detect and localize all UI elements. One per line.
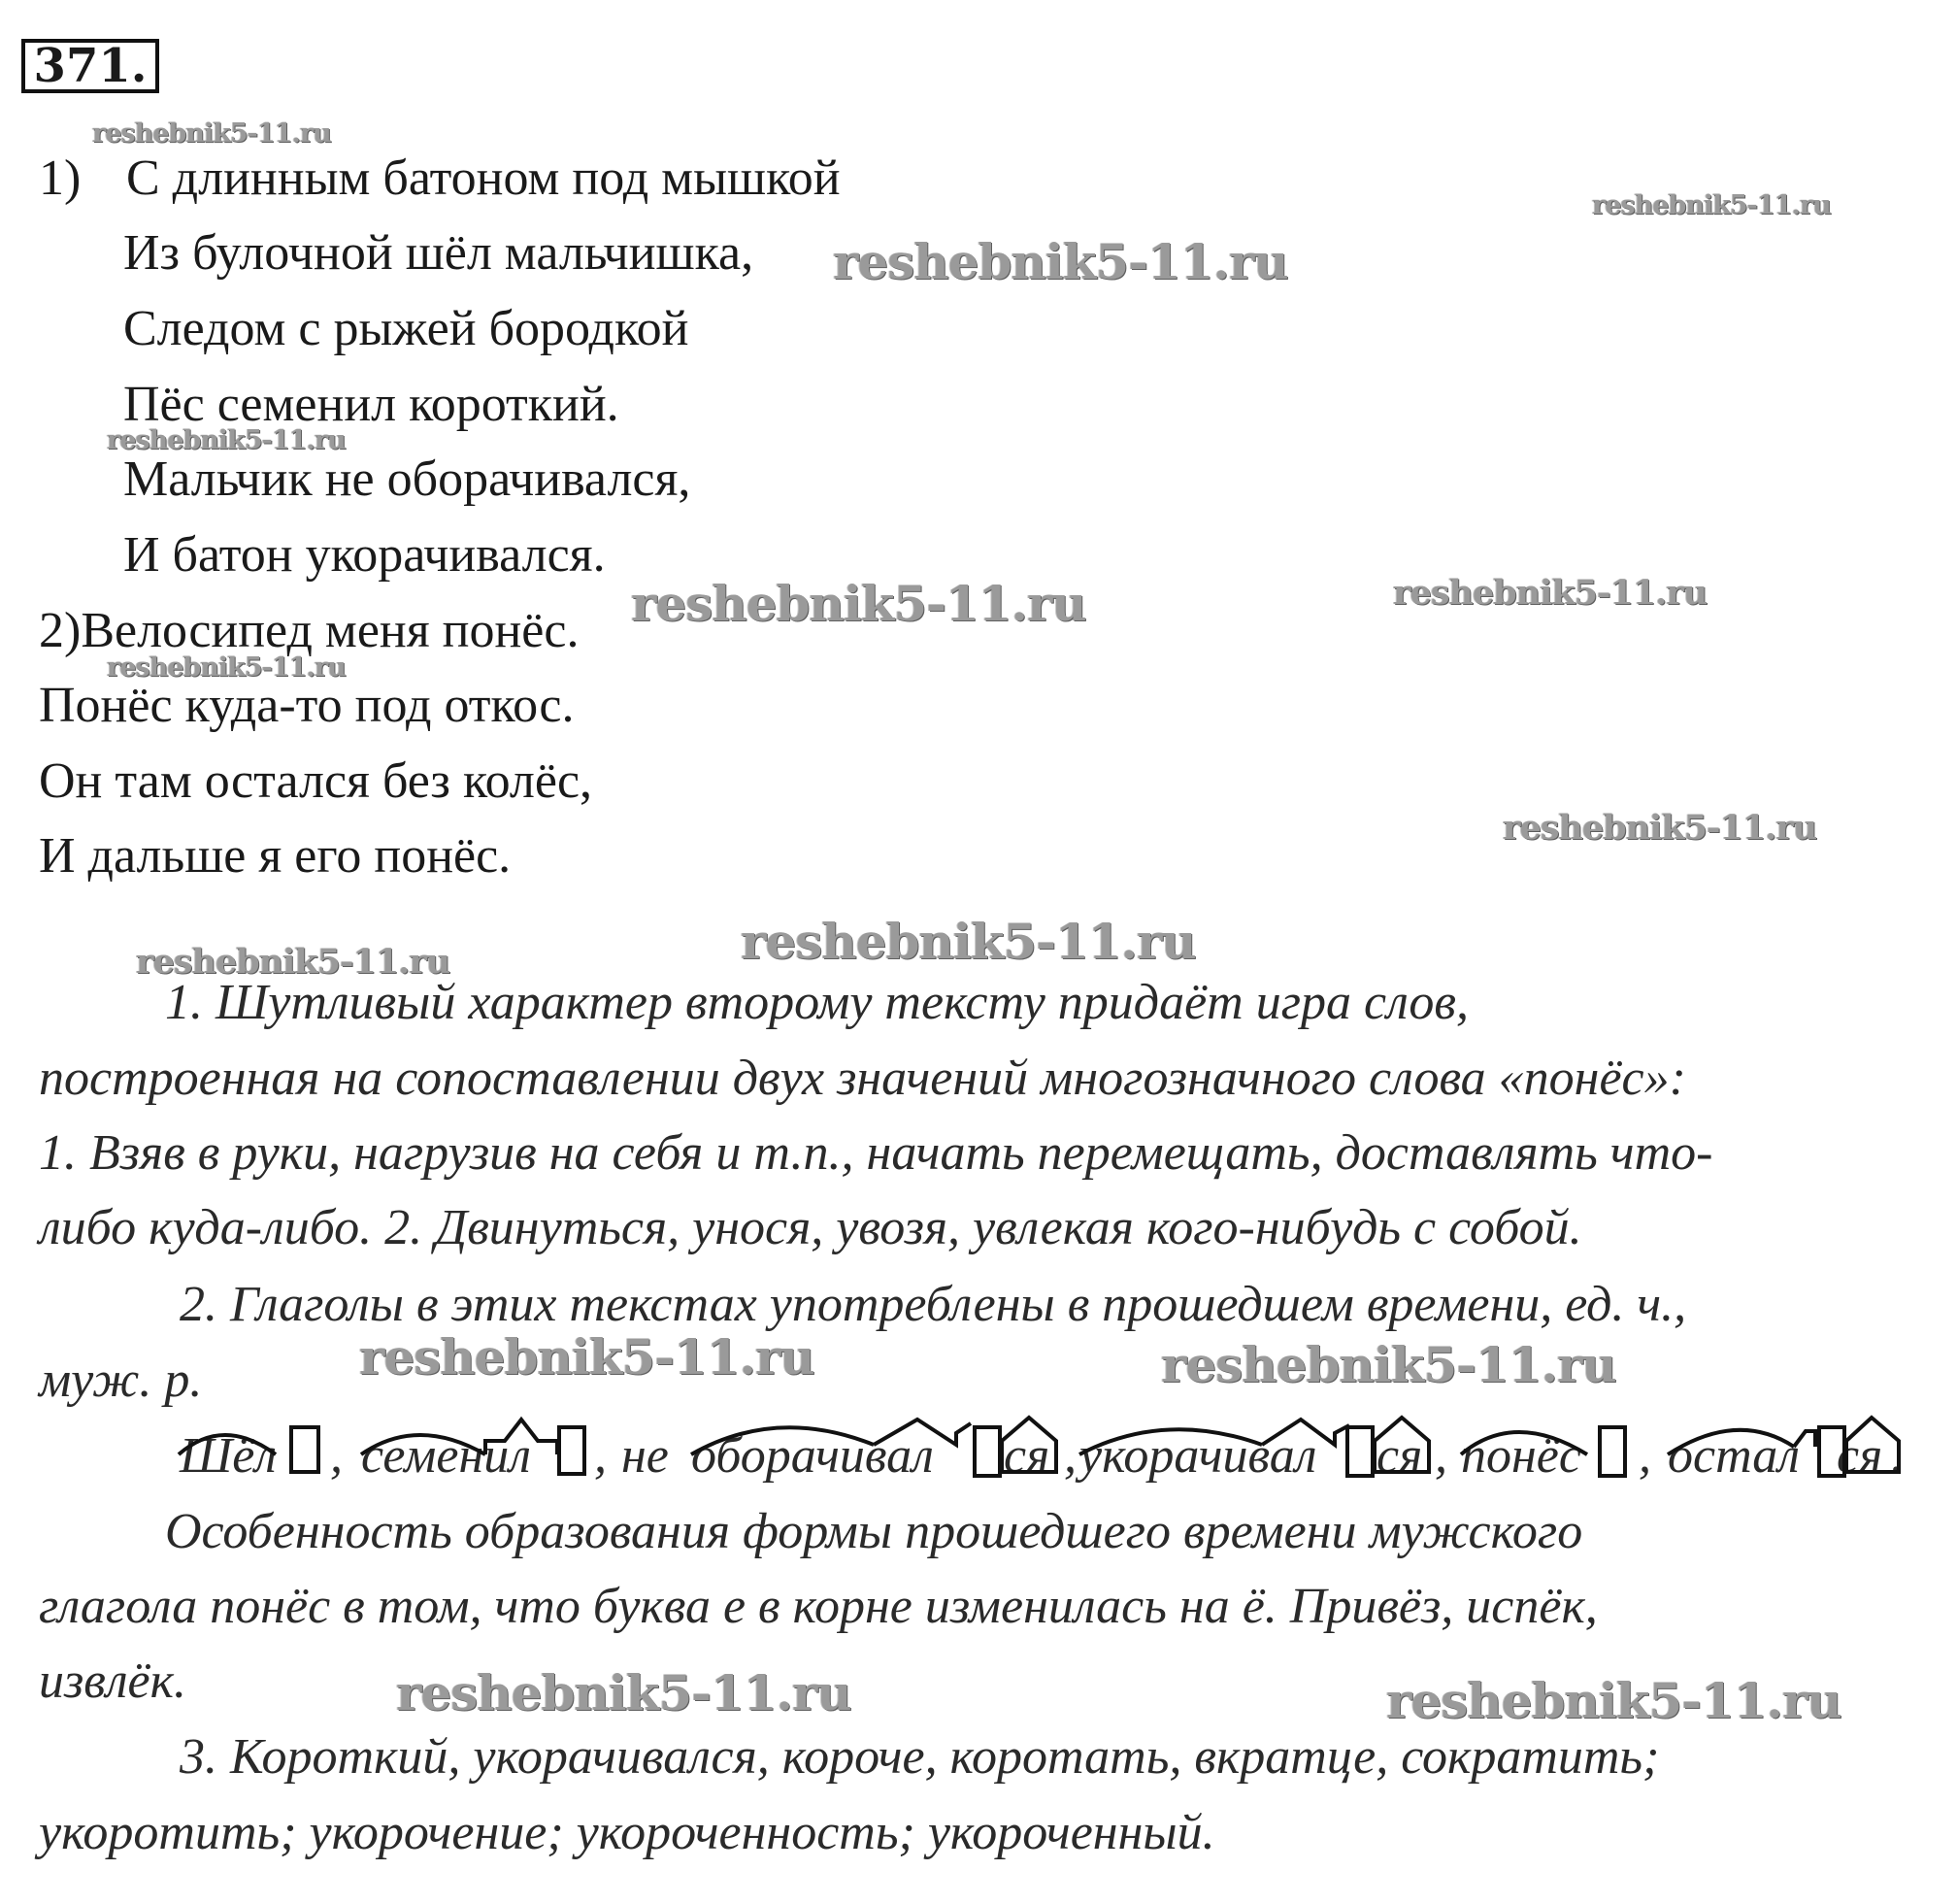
poem2-line: И дальше я его понёс. — [39, 828, 512, 884]
ending-box-shel — [291, 1427, 318, 1472]
watermark-text: reshebnik5-11.ru — [741, 913, 1196, 970]
watermark-text: reshebnik5-11.ru — [1592, 190, 1831, 220]
word-ostal: остал — [1668, 1428, 1800, 1484]
poem1-marker: 1) — [39, 150, 82, 206]
sentence-end: . — [1891, 1428, 1904, 1484]
watermark-text: reshebnik5-11.ru — [1386, 1672, 1841, 1729]
word-separator: , — [594, 1428, 607, 1484]
suffix-roof-semenil — [485, 1420, 557, 1454]
postfix-sya: ся — [1837, 1428, 1883, 1484]
poem1-line: Мальчик не оборачивался, — [123, 451, 691, 507]
word-shel: Шёл — [180, 1428, 277, 1484]
root-arc-semenil — [361, 1435, 485, 1454]
word-separator: , — [330, 1428, 343, 1484]
postfix-sya: ся — [1004, 1428, 1050, 1484]
answer-line: 2. Глаголы в этих текстах употреблены в прошедшем времени, ед. ч., — [180, 1277, 1687, 1332]
postfix-roof-oborachival — [1002, 1418, 1056, 1472]
word-ukorachival: укорачивал — [1079, 1428, 1317, 1484]
answer-line: построенная на сопоставлении двух значений многозначного слова «понёс»: — [39, 1051, 1686, 1106]
ending-box-ostal — [1819, 1427, 1844, 1476]
watermark-text: reshebnik5-11.ru — [136, 942, 450, 982]
answer-line: либо куда-либо. 2. Двинуться, унося, увозя, увлекая кого-нибудь с собой. — [39, 1200, 1582, 1255]
postfix-roof-ostal — [1846, 1418, 1899, 1472]
answer-line: 1. Шутливый характер второму тексту придаёт игра слов, — [165, 975, 1469, 1030]
word-separator: , — [1435, 1428, 1447, 1484]
root-arc-shel — [179, 1435, 276, 1454]
word-semenil: семенил — [361, 1428, 531, 1484]
watermark-text: reshebnik5-11.ru — [92, 118, 331, 149]
word-oborachival: оборачивал — [691, 1428, 934, 1484]
suffix-roof-ostal — [1794, 1431, 1815, 1447]
watermark-text: reshebnik5-11.ru — [107, 652, 346, 683]
watermark-text: reshebnik5-11.ru — [631, 575, 1086, 632]
answer-line: глагола понёс в том, что буква е в корне изменилась на ё. Привёз, испёк, — [39, 1579, 1598, 1634]
watermark-text: reshebnik5-11.ru — [833, 233, 1288, 290]
watermark-text: reshebnik5-11.ru — [359, 1328, 814, 1386]
watermark-text: reshebnik5-11.ru — [1503, 808, 1817, 848]
root-arc-ponyos — [1461, 1432, 1587, 1454]
poem1-line: И батон укорачивался. — [123, 527, 606, 583]
watermark-text: reshebnik5-11.ru — [107, 425, 346, 455]
poem2-line: 2)Велосипед меня понёс. — [39, 603, 580, 658]
answer-line: Особенность образования формы прошедшего времени мужского — [165, 1504, 1583, 1559]
suffix-roof-oborachival — [874, 1420, 971, 1445]
answer-line: извлёк. — [39, 1653, 186, 1709]
watermark-text: reshebnik5-11.ru — [1393, 573, 1708, 613]
word-separator: , — [1064, 1428, 1077, 1484]
postfix-sya: ся — [1377, 1428, 1423, 1484]
poem1-line: Из булочной шёл мальчишка, — [123, 225, 754, 281]
answer-line: 3. Короткий, укорачивался, короче, коротать, вкратце, сократить; — [180, 1729, 1660, 1785]
answer-line: укоротить; укорочение; укороченность; укороченный. — [39, 1805, 1215, 1860]
exercise-number: 371. — [21, 39, 159, 93]
poem1-line: С длинным батоном под мышкой — [126, 150, 841, 206]
word-ponyos: понёс — [1461, 1428, 1581, 1484]
word-separator: , — [1639, 1428, 1651, 1484]
answer-line: 1. Взяв в руки, нагрузив на себя и т.п., начать перемещать, доставлять что- — [39, 1125, 1713, 1181]
postfix-roof-ukorachival — [1375, 1418, 1429, 1472]
poem1-line: Пёс семенил короткий. — [123, 377, 619, 432]
answer-line: муж. р. — [39, 1353, 203, 1408]
watermark-text: reshebnik5-11.ru — [396, 1664, 851, 1721]
ending-box-semenil — [559, 1427, 584, 1474]
root-arc-ostal — [1668, 1430, 1794, 1454]
poem1-line: Следом с рыжей бородкой — [123, 301, 689, 356]
root-arc-oborachival — [691, 1427, 874, 1454]
poem2-line: Он там остался без колёс, — [39, 753, 593, 809]
suffix-roof-ukorachival — [1262, 1420, 1349, 1445]
poem2-line: Понёс куда-то под откос. — [39, 678, 575, 733]
root-arc-ukorachival — [1079, 1429, 1262, 1454]
ending-box-ukorachival — [1347, 1427, 1373, 1476]
ending-box-ponyos — [1600, 1427, 1625, 1476]
ending-box-oborachival — [975, 1427, 1000, 1476]
prefix-ne: не — [621, 1428, 669, 1484]
watermark-text: reshebnik5-11.ru — [1161, 1336, 1616, 1393]
